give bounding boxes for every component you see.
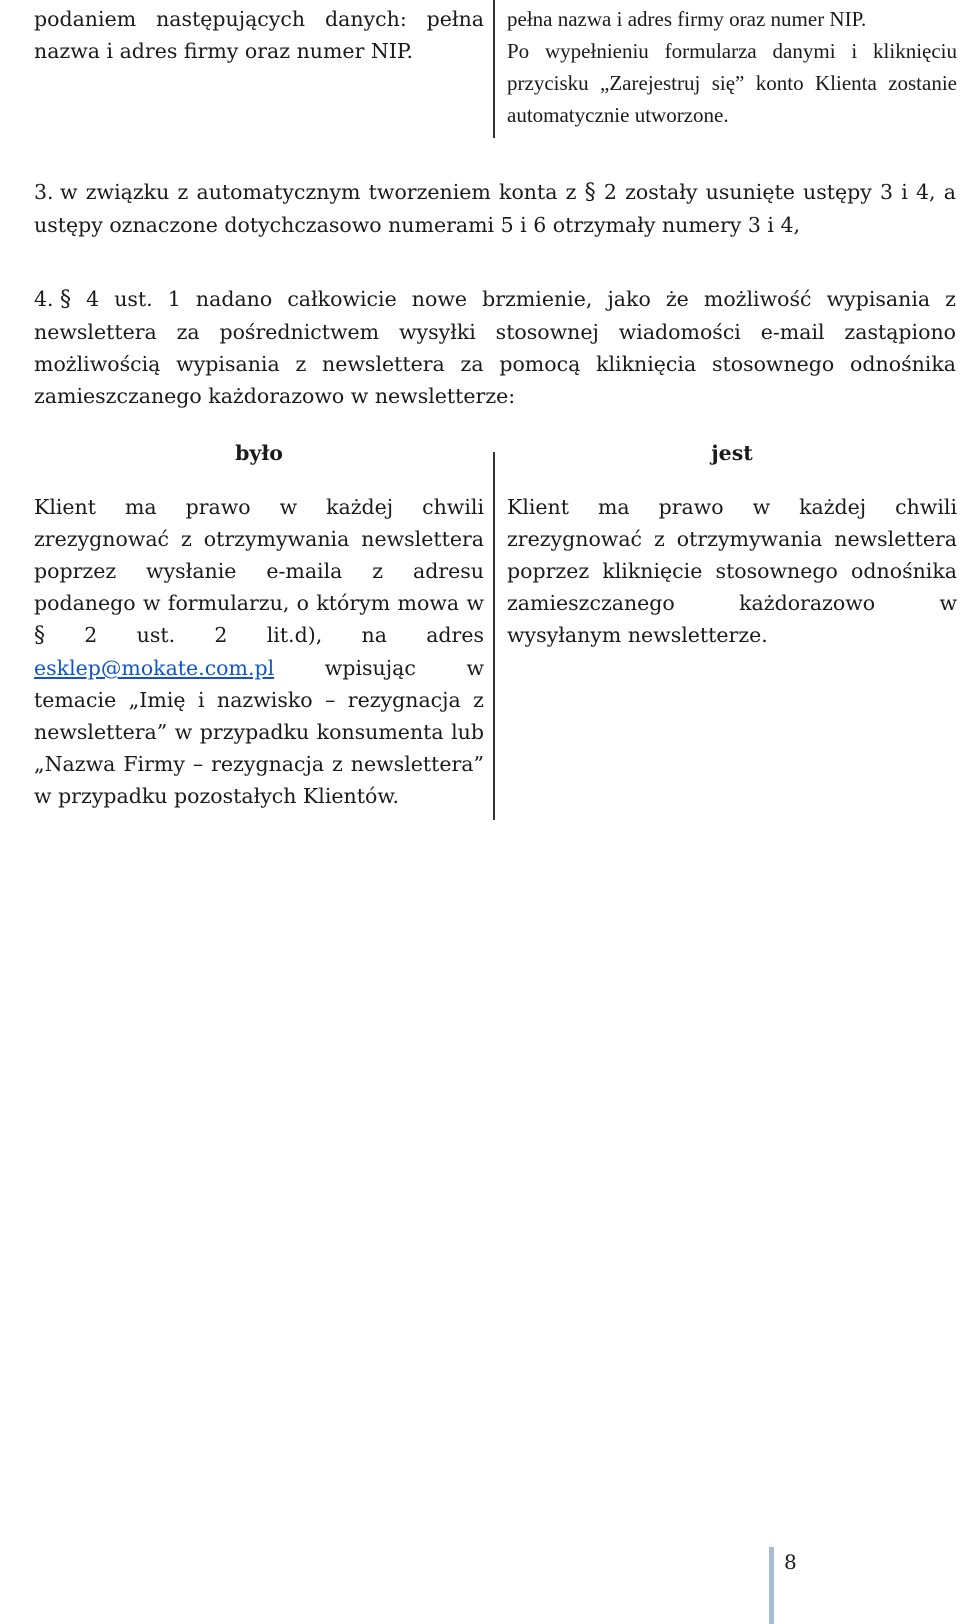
comparison-right-cell [507, 491, 957, 651]
comparison-left-text: Klient ma prawo w każdej chwili zrezygnować z otrzymywania newslettera poprzez wysłanie e-maila z adresu podanego w formularzu, o którym mowa w § 2 ust. 2 lit.d), na adres esklep@mokate.com.pl wpisując w temacie „Imię i nazwisko – rezygnacja z newslettera” w przypadku konsumenta lub „Nazwa Firmy – rezygnacja z newslettera” w przypadku pozostałych Klientów. [34, 495, 484, 808]
top-table-divider [493, 0, 495, 138]
top-table-right-cell [507, 3, 957, 131]
list-item-3 [34, 176, 956, 241]
section-sign: § [584, 180, 596, 205]
top-right-line1: pełna nazwa i adres firmy oraz numer NIP. [507, 7, 867, 31]
page-number-bar [769, 1547, 774, 1624]
section-sign: § [60, 287, 71, 312]
top-table-left-cell [34, 3, 484, 67]
list-item-4 [34, 283, 956, 412]
list-item-text: w związku z automatycznym tworzeniem konta z § 2 zostały usunięte ustępy 3 i 4, a ustępy oznaczone dotychczasowo numerami 5 i 6 otrzymały numery 3 i 4, [34, 176, 956, 241]
list-item-number: 3. [34, 180, 54, 204]
list-item-number: 4. [34, 287, 54, 311]
comparison-table-divider [493, 452, 495, 820]
list-item-text: § 4 ust. 1 nadano całkowicie nowe brzmienie, jako że możliwość wypisania z newslettera za pośrednictwem wysyłki stosownej wiadomości e-mail zastąpiono możliwością wypisania z newslettera za pomocą kliknięcia stosownego odnośnika zamieszczanego każdorazowo w newsletterze: [34, 283, 956, 412]
top-right-text: Po wypełnieniu formularza danymi i kliknięciu przycisku „Zarejestruj się” konto Klienta zostanie automatycznie utworzone. [507, 39, 957, 127]
comparison-left-cell [34, 491, 484, 812]
email-link[interactable]: esklep@mokate.com.pl [34, 656, 275, 680]
page-number: 8 [784, 1550, 797, 1574]
top-left-text: podaniem następujących danych: pełna nazwa i adres firmy oraz numer NIP. [34, 7, 484, 63]
comparison-right-text: Klient ma prawo w każdej chwili zrezygnować z otrzymywania newslettera poprzez kliknięcie stosownego odnośnika zamieszczanego każdorazowo w wysyłanym newsletterze. [507, 495, 957, 647]
section-sign: § [34, 623, 45, 648]
column-header-after: jest [711, 441, 753, 465]
column-header-before: było [235, 441, 283, 465]
